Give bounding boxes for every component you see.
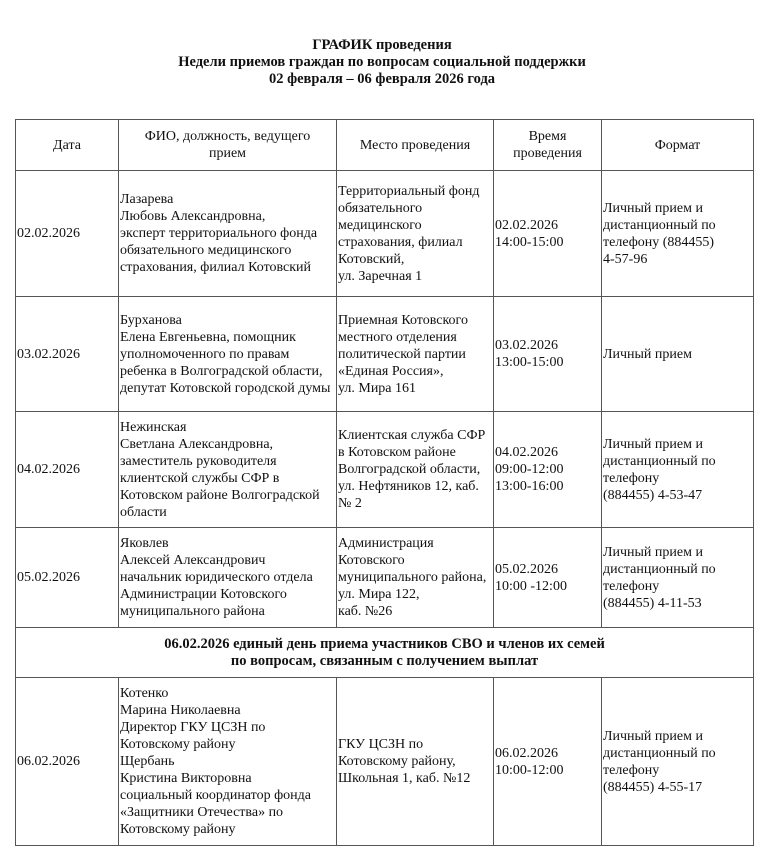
- cell-format: Личный прием и дистанционный по телефону (884455) 4-53-47: [602, 412, 754, 528]
- special-day-row: [16, 628, 754, 678]
- cell-format: Личный прием и дистанционный по телефону (884455) 4-55-17: [602, 678, 754, 846]
- cell-place: Клиентская служба СФР в Котовском районе Волгоградской области, ул. Нефтяников 12, каб. № 2: [337, 412, 494, 528]
- schedule-table: [15, 119, 754, 846]
- cell-person: Котенко Марина Николаевна Директор ГКУ ЦСЗН по Котовскому району Щербань Кристина Викторовна социальный координатор фонда «Защитники Отечества» по Котовскому району: [119, 678, 337, 846]
- cell-time: 05.02.2026 10:00 -12:00: [494, 528, 602, 628]
- header-person: ФИО, должность, ведущего прием: [119, 120, 337, 171]
- cell-place: Администрация Котовского муниципального района, ул. Мира 122, каб. №26: [337, 528, 494, 628]
- cell-person: Яковлев Алексей Александрович начальник юридического отдела Администрации Котовского муниципального района: [119, 528, 337, 628]
- header-time: Время проведения: [494, 120, 602, 171]
- title-line-2: Недели приемов граждан по вопросам социальной поддержки: [178, 54, 586, 70]
- header-date: Дата: [16, 120, 119, 171]
- title-line-3: 02 февраля – 06 февраля 2026 года: [268, 71, 496, 87]
- cell-format: Личный прием и дистанционный по телефону (884455) 4-11-53: [602, 528, 754, 628]
- cell-format: Личный прием: [602, 297, 754, 412]
- cell-date: 03.02.2026: [16, 297, 119, 412]
- cell-time: 03.02.2026 13:00-15:00: [494, 297, 602, 412]
- cell-place: Приемная Котовского местного отделения политической партии «Единая Россия», ул. Мира 161: [337, 297, 494, 412]
- cell-time: 02.02.2026 14:00-15:00: [494, 171, 602, 297]
- table-header: [16, 120, 754, 171]
- cell-date: 04.02.2026: [16, 412, 119, 528]
- document-title: [0, 37, 764, 88]
- header-format: Формат: [602, 120, 754, 171]
- cell-time: 06.02.2026 10:00-12:00: [494, 678, 602, 846]
- table-row: [16, 297, 754, 412]
- cell-person: Лазарева Любовь Александровна, эксперт территориального фонда обязательного медицинского страхования, филиал Котовский: [119, 171, 337, 297]
- cell-person: Бурханова Елена Евгеньевна, помощник уполномоченного по правам ребенка в Волгоградской области, депутат Котовской городской думы: [119, 297, 337, 412]
- header-place: Место проведения: [337, 120, 494, 171]
- cell-date: 06.02.2026: [16, 678, 119, 846]
- special-day-text: 06.02.2026 единый день приема участников СВО и членов их семей по вопросам, связанным с получением выплат: [16, 628, 754, 678]
- table-row: [16, 412, 754, 528]
- table-row: [16, 171, 754, 297]
- table-row: [16, 528, 754, 628]
- cell-date: 02.02.2026: [16, 171, 119, 297]
- cell-date: 05.02.2026: [16, 528, 119, 628]
- cell-format: Личный прием и дистанционный по телефону (884455) 4-57-96: [602, 171, 754, 297]
- cell-place: Территориальный фонд обязательного медицинского страхования, филиал Котовский, ул. Заречная 1: [337, 171, 494, 297]
- title-line-1: ГРАФИК проведения: [312, 37, 452, 53]
- cell-time: 04.02.2026 09:00-12:00 13:00-16:00: [494, 412, 602, 528]
- cell-place: ГКУ ЦСЗН по Котовскому району, Школьная 1, каб. №12: [337, 678, 494, 846]
- cell-person: Нежинская Светлана Александровна, заместитель руководителя клиентской службы СФР в Котовском районе Волгоградской области: [119, 412, 337, 528]
- table-row: [16, 678, 754, 846]
